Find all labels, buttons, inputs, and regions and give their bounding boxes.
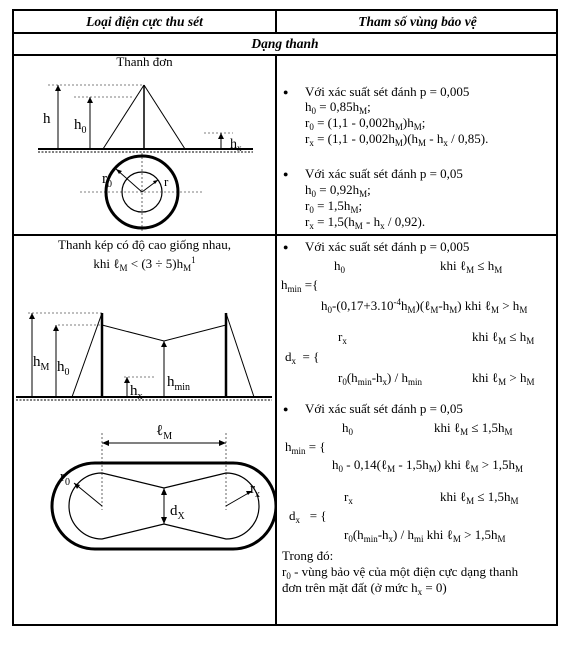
r2-b2-hmin: $h_{min}$ = { [285,439,326,456]
r2-b1-dx1-expr: $r_x$ [338,329,347,346]
r1-bullet-p005: ● Với xác suất sét đánh p = 0,005 [305,84,469,99]
label-hx-double: $h_x$ [130,383,143,402]
protection-table [12,9,558,626]
r2-b1-dx1-cond: khi ℓ$_M$ ≤ $h_M$ [472,329,535,346]
label-h0: $h_0$ [74,117,87,136]
r1-b2-line3: $r_x = 1,5(h_M - h_x / 0,92)$. [305,214,426,231]
r2-bullet-p005: ● Với xác suất sét đánh p = 0,005 [305,239,469,254]
r1-b2-line2: $r_0 = 1,5h_M$; [305,198,363,215]
double-rod-elevation-diagram [14,301,275,411]
r2-b2-dx: $d_x$ = { [289,508,327,525]
r1-bullet-p05: ● Với xác suất sét đánh p = 0,05 [305,166,463,181]
section-rod-type: Dạng thanh [14,32,556,56]
r2-b2-dx1-expr: $r_x$ [344,489,353,506]
label-dX: $d_X$ [170,503,185,522]
r2-b2-dx2: $r_0(h_{min}-h_x) / h_{mi}$ khi ℓ$_M$ > $1,5h_M$ [344,527,506,544]
r2-b1-case2: $h_0-(0,17+3.10^{-4}h_M)(\ell_M-h_M)$ khi ℓ$_M$ > $h_M$ [321,297,528,315]
single-rod-title: Thanh đơn [116,54,173,69]
r2-b1-case1-cond: khi ℓ$_M$ ≤ $h_M$ [440,258,503,275]
r2-b1-dx: $d_x$ = { [285,349,320,366]
r2-b1-case1-expr: $h_0$ [334,258,345,275]
single-rod-elevation-diagram [18,73,273,163]
r2-bullet-p05: ● Với xác suất sét đánh p = 0,05 [305,401,463,416]
header-protection-params: Tham số vùng bảo vệ [358,14,477,29]
row-divider [14,234,558,236]
note-title: Trong đó: [282,548,334,563]
label-r0: $r_0$ [102,171,112,190]
r2-b2-case1-cond: khi ℓ$_M$ ≤ $1,5h_M$ [434,420,513,437]
label-h0-double: $h_0$ [57,359,70,378]
label-r0-double: $r_0$ [60,469,70,488]
label-r: r [164,174,169,189]
label-hx: $h_x$ [230,137,242,153]
label-rx: $r_x$ [250,481,260,500]
double-rod-plan-diagram [14,415,275,565]
double-rod-title-l1: Thanh kép có độ cao giống nhau, [58,237,231,252]
r2-b2-case1-expr: $h_0$ [342,420,353,437]
r2-b2-case2: $h_0$ - 0,14(ℓ$_M$ - $1,5h_M$) khi ℓ$_M$ > $1,5h_M$ [332,457,524,474]
note-line2: đơn trên mặt đất (ở mức $h_x = 0$) [282,580,447,597]
label-hmin: $h_{min}$ [167,374,191,393]
r1-b1-line3: $r_x = (1,1 - 0,002h_M)(h_M - h_x / 0,85)$. [305,131,489,148]
column-divider [275,54,277,626]
r2-b1-hmin: $h_{min}$ ={ [281,277,319,294]
note-line1: $r_0$ - vùng bảo vệ của một điện cực dạng thanh [282,564,519,581]
header-electrode-type: Loại điện cực thu sét [14,11,277,32]
label-hM: $h_M$ [33,354,50,373]
r1-b1-line2: $r_0 = (1,1 - 0,002h_M)h_M$; [305,115,426,132]
label-lM: ℓ$_M$ [156,423,173,442]
r2-b1-dx2-expr: $r_0(h_{min}-h_x) / h_{min}$ [338,370,423,387]
r1-b2-line1: $h_0 = 0,92h_M$; [305,182,371,199]
double-rod-title-l2: khi ℓ$_M$ < $(3 \div 5)h_M^1$ [93,255,196,273]
single-rod-plan-diagram [18,153,273,233]
label-h: h [43,111,51,127]
r1-b1-line1: $h_0 = 0,85h_M$; [305,99,371,116]
r2-b1-dx2-cond: khi ℓ$_M$ > $h_M$ [472,370,535,387]
r2-b2-dx1-cond: khi ℓ$_M$ ≤ $1,5h_M$ [440,489,519,506]
